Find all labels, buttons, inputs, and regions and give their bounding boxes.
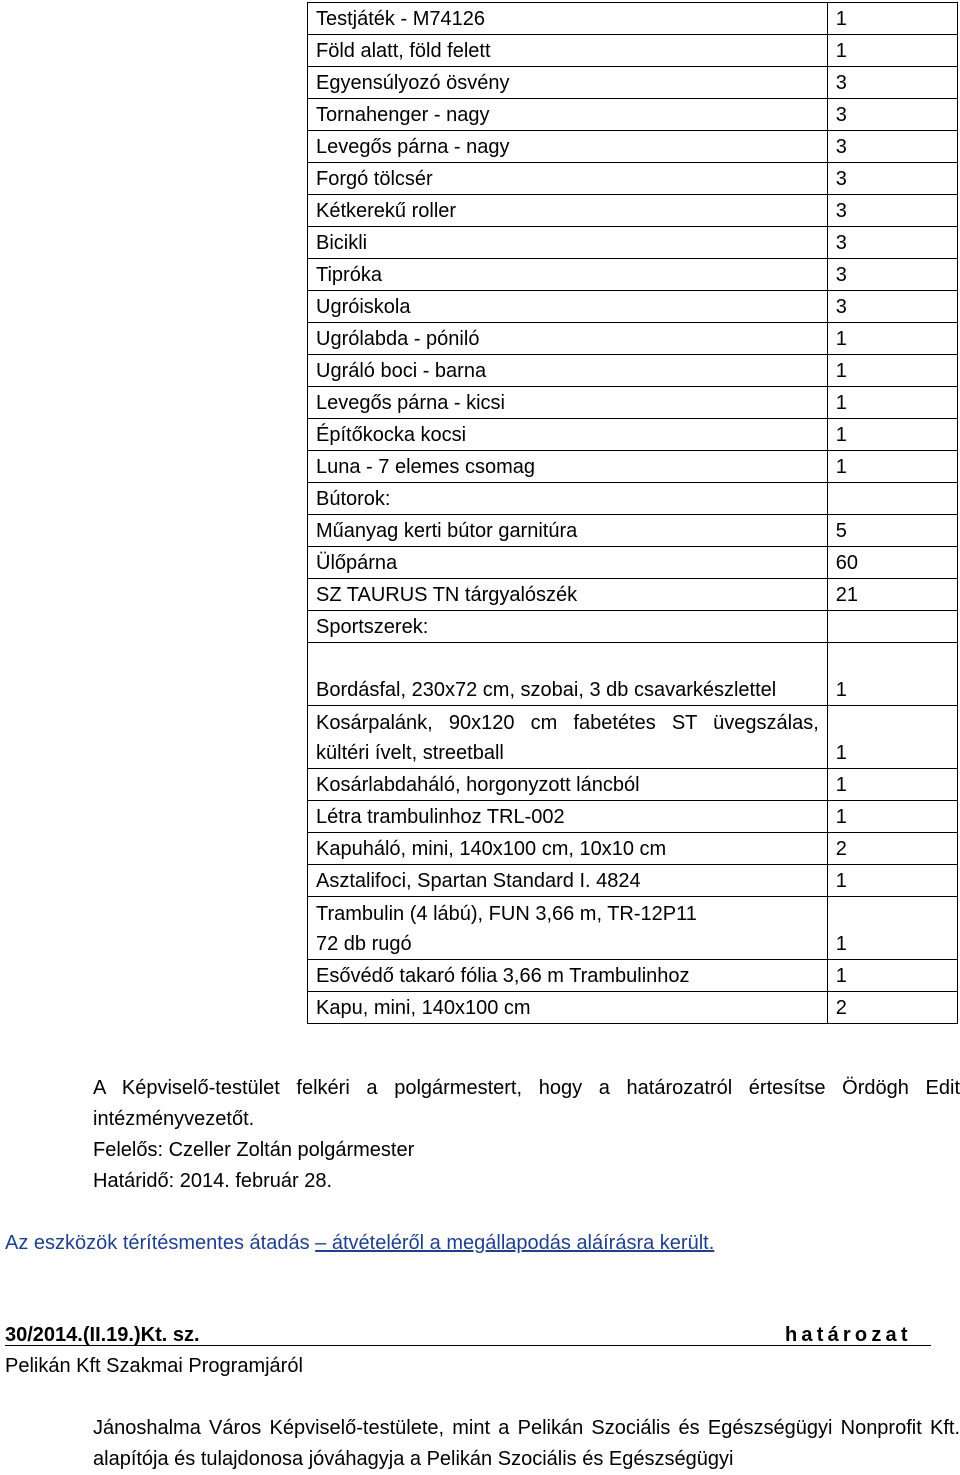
item-quantity (827, 483, 957, 515)
item-name: Létra trambulinhoz TRL-002 (308, 801, 828, 833)
table-row (308, 195, 958, 227)
table-row (308, 227, 958, 259)
item-name: Ugráló boci - barna (308, 355, 828, 387)
item-name: Kétkerekű roller (308, 195, 828, 227)
item-quantity: 1 (827, 3, 957, 35)
item-name: Ugrólabda - póniló (308, 323, 828, 355)
item-quantity: 1 (827, 35, 957, 67)
inventory-table-body (308, 3, 958, 1024)
table-row (308, 131, 958, 163)
table-row (308, 611, 958, 643)
item-name: Asztalifoci, Spartan Standard I. 4824 (308, 865, 828, 897)
item-quantity: 3 (827, 131, 957, 163)
table-row (308, 291, 958, 323)
item-quantity: 3 (827, 227, 957, 259)
table-row (308, 259, 958, 291)
item-name: Levegős párna - nagy (308, 131, 828, 163)
item-quantity: 2 (827, 833, 957, 865)
resolution-label: határozat (785, 1324, 912, 1346)
item-name: Műanyag kerti bútor garnitúra (308, 515, 828, 547)
item-name: Ugróiskola (308, 291, 828, 323)
item-name: Kapuháló, mini, 140x100 cm, 10x10 cm (308, 833, 828, 865)
item-quantity: 5 (827, 515, 957, 547)
table-row (308, 35, 958, 67)
item-quantity: 3 (827, 195, 957, 227)
item-name: Építőkocka kocsi (308, 419, 828, 451)
table-row (308, 579, 958, 611)
table-row (308, 769, 958, 801)
handover-note (5, 1228, 714, 1259)
item-quantity: 2 (827, 992, 957, 1024)
handover-note-dash: – (315, 1232, 327, 1254)
item-name: Levegős párna - kicsi (308, 387, 828, 419)
item-name-line2: 72 db rugó (316, 933, 412, 955)
table-row (308, 865, 958, 897)
item-quantity: 1 (827, 323, 957, 355)
item-name: Föld alatt, föld felett (308, 35, 828, 67)
table-row (308, 833, 958, 865)
item-quantity: 1 (827, 387, 957, 419)
item-name: Tornahenger - nagy (308, 99, 828, 131)
table-row (308, 960, 958, 992)
item-name: Egyensúlyozó ösvény (308, 67, 828, 99)
item-quantity: 1 (827, 865, 957, 897)
deadline: Határidő: 2014. február 28. (93, 1170, 333, 1192)
item-quantity (827, 611, 957, 643)
resolution-number: 30/2014.(II.19.)Kt. sz. (5, 1324, 200, 1346)
resolution-subject: Pelikán Kft Szakmai Programjáról (5, 1355, 303, 1377)
item-name-line1: Trambulin (4 lábú), FUN 3,66 m, TR-12P11 (316, 903, 697, 925)
inventory-table (307, 2, 958, 1024)
item-quantity: 1 (827, 897, 957, 960)
item-quantity: 60 (827, 547, 957, 579)
item-name: Sportszerek: (308, 611, 828, 643)
item-name: Bicikli (308, 227, 828, 259)
table-row (308, 643, 958, 706)
table-row (308, 355, 958, 387)
table-row (308, 992, 958, 1024)
item-name: Luna - 7 elemes csomag (308, 451, 828, 483)
item-name: Bútorok: (308, 483, 828, 515)
item-quantity: 1 (827, 801, 957, 833)
table-row (308, 706, 958, 769)
item-name: Ülőpárna (308, 547, 828, 579)
item-quantity: 1 (827, 643, 957, 706)
item-quantity: 1 (827, 706, 957, 769)
responsible-person: Felelős: Czeller Zoltán polgármester (93, 1139, 415, 1161)
item-quantity: 3 (827, 163, 957, 195)
table-row (308, 515, 958, 547)
item-name (308, 897, 828, 960)
table-row (308, 387, 958, 419)
item-name: Kapu, mini, 140x100 cm (308, 992, 828, 1024)
table-row (308, 67, 958, 99)
item-name: Forgó tölcsér (308, 163, 828, 195)
table-row (308, 3, 958, 35)
table-row (308, 419, 958, 451)
table-row (308, 99, 958, 131)
item-quantity: 1 (827, 769, 957, 801)
handover-note-part2: átvételéről a megállapodás aláírásra került. (326, 1232, 715, 1254)
item-name: Kosárpalánk, 90x120 cm fabetétes ST üvegszálas, kültéri ívelt, streetball (308, 706, 828, 769)
item-name: SZ TAURUS TN tárgyalószék (308, 579, 828, 611)
item-name: Bordásfal, 230x72 cm, szobai, 3 db csavarkészlettel (308, 643, 828, 706)
item-quantity: 1 (827, 355, 957, 387)
resolution-paragraph: A Képviselő-testület felkéri a polgármestert, hogy a határozatról értesítse Ördögh Edit intézményvezetőt. (93, 1077, 960, 1130)
closing-paragraph: Jánoshalma Város Képviselő-testülete, mint a Pelikán Szociális és Egészségügyi Nonprofit Kft. alapítója és tulajdonosa jóváhagyja a Pelikán Szociális és Egészségügyi (93, 1417, 960, 1470)
item-quantity: 3 (827, 99, 957, 131)
table-row (308, 323, 958, 355)
item-quantity: 3 (827, 291, 957, 323)
handover-note-part1: Az eszközök térítésmentes átadás (5, 1232, 316, 1254)
item-quantity: 1 (827, 960, 957, 992)
table-row (308, 801, 958, 833)
table-row (308, 547, 958, 579)
table-row (308, 163, 958, 195)
item-name: Esővédő takaró fólia 3,66 m Trambulinhoz (308, 960, 828, 992)
item-quantity: 1 (827, 419, 957, 451)
item-quantity: 3 (827, 67, 957, 99)
item-name: Kosárlabdaháló, horgonyzott láncból (308, 769, 828, 801)
table-row (308, 451, 958, 483)
item-quantity: 1 (827, 451, 957, 483)
item-quantity: 21 (827, 579, 957, 611)
table-row (308, 483, 958, 515)
table-row (308, 897, 958, 960)
item-quantity: 3 (827, 259, 957, 291)
item-name: Testjáték - M74126 (308, 3, 828, 35)
item-name: Tipróka (308, 259, 828, 291)
